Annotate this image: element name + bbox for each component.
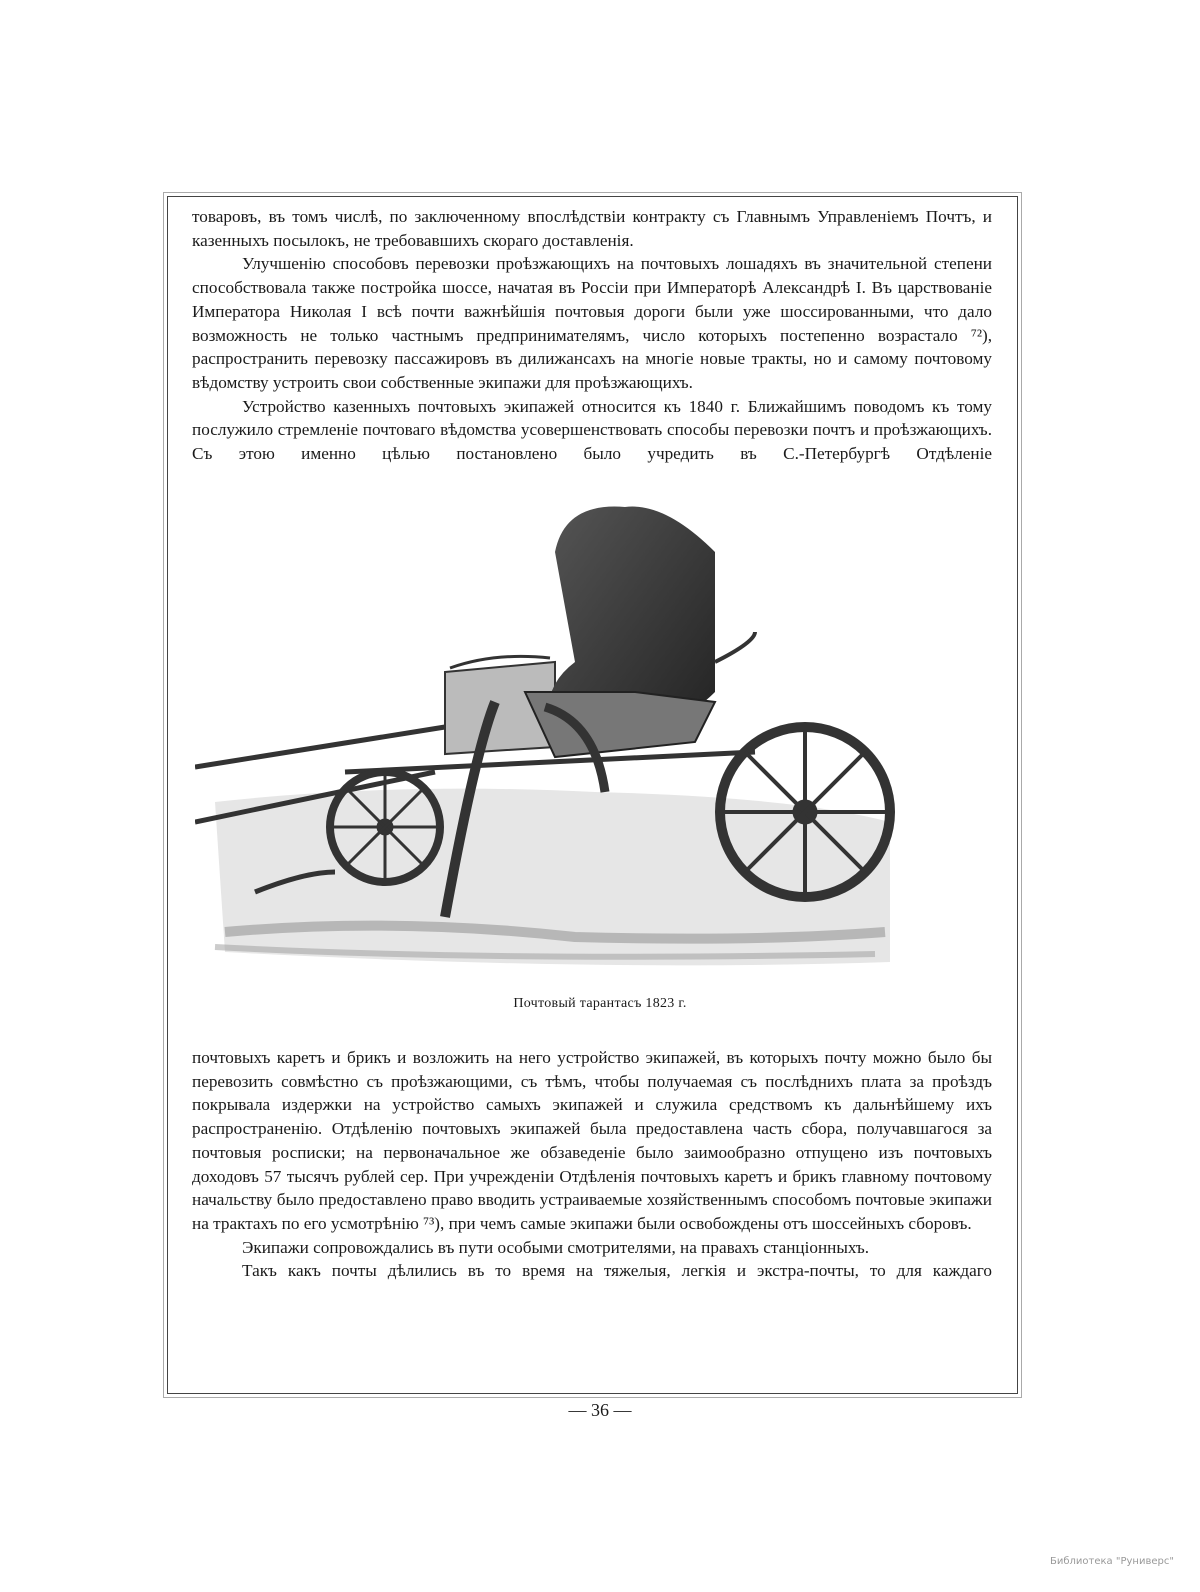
carriage-illustration: [195, 492, 895, 972]
library-watermark: Библиотека "Руниверс": [1050, 1556, 1174, 1567]
paragraph: Улучшенію способовъ перевозки проѣзжающихъ на почтовыхъ лошадяхъ въ значительной степени способствовала также постройка шоссе, начатая въ Россіи при Императорѣ Александрѣ I. Въ царствованіе Императора Николая I всѣ почти важнѣйшія почтовыя дороги были уже шоссированными, что дало возможность не только частнымъ предпринимателямъ, число которыхъ постепенно возрастало ⁷²), распространить перевозку пассажировъ въ дилижансахъ на многіе новые тракты, но и самому почтовому вѣдомству устроить свои собственные экипажи для проѣзжающихъ.: [192, 254, 992, 392]
page-number: — 36 —: [568, 1400, 632, 1420]
bottom-text-block: [192, 1046, 992, 1283]
paragraph: Экипажи сопровождались въ пути особыми смотрителями, на правахъ станціонныхъ.: [242, 1237, 870, 1257]
paragraph: почтовыхъ каретъ и брикъ и возложить на него устройство экипажей, въ которыхъ почту можно было бы перевозить совмѣстно съ проѣзжающими, съ тѣмъ, чтобы получаемая съ послѣднихъ плата за проѣздъ покрывала издержки на устройство самыхъ экипажей и служила средствомъ къ дальнѣйшему ихъ распространенію. Отдѣленію почтовыхъ экипажей была предоставлена часть сбора, получавшагося за почтовыя росписки; на первоначальное же обзаведеніе было заимообразно отпущено изъ почтовыхъ доходовъ 57 тысячъ рублей сер. При учрежденіи Отдѣленія почтовыхъ каретъ и брикъ главному почтовому начальству было предоставлено право вводить устраиваемые хозяйственнымъ способомъ почтовые экипажи на трактахъ по его усмотрѣнію ⁷³), при чемъ самые экипажи были освобождены отъ шоссейныхъ сборовъ.: [192, 1048, 992, 1233]
ground: [215, 789, 890, 966]
paragraph: Устройство казенныхъ почтовыхъ экипажей относится къ 1840 г. Ближайшимъ поводомъ къ тому послужило стремленіе почтоваго вѣдомства усовершенствовать способы перевозки почтъ и проѣзжающихъ. Съ этою именно цѣлью постановлено было учредить въ С.-Петербургѣ Отдѣленіе: [192, 396, 992, 464]
rear-wheel: [720, 727, 890, 897]
paragraph: товаровъ, въ томъ числѣ, по заключенному впослѣдствіи контракту съ Главнымъ Управленіемъ Почтъ, и казенныхъ посылокъ, не требовавшихъ скораго доставленія.: [192, 207, 992, 250]
paragraph: Такъ какъ почты дѣлились въ то время на тяжелыя, легкія и экстра-почты, то для каждаго: [242, 1261, 992, 1281]
figure-caption: Почтовый тарантасъ 1823 г.: [513, 996, 687, 1011]
top-text-block: [192, 205, 992, 466]
front-wheel: [330, 772, 440, 882]
